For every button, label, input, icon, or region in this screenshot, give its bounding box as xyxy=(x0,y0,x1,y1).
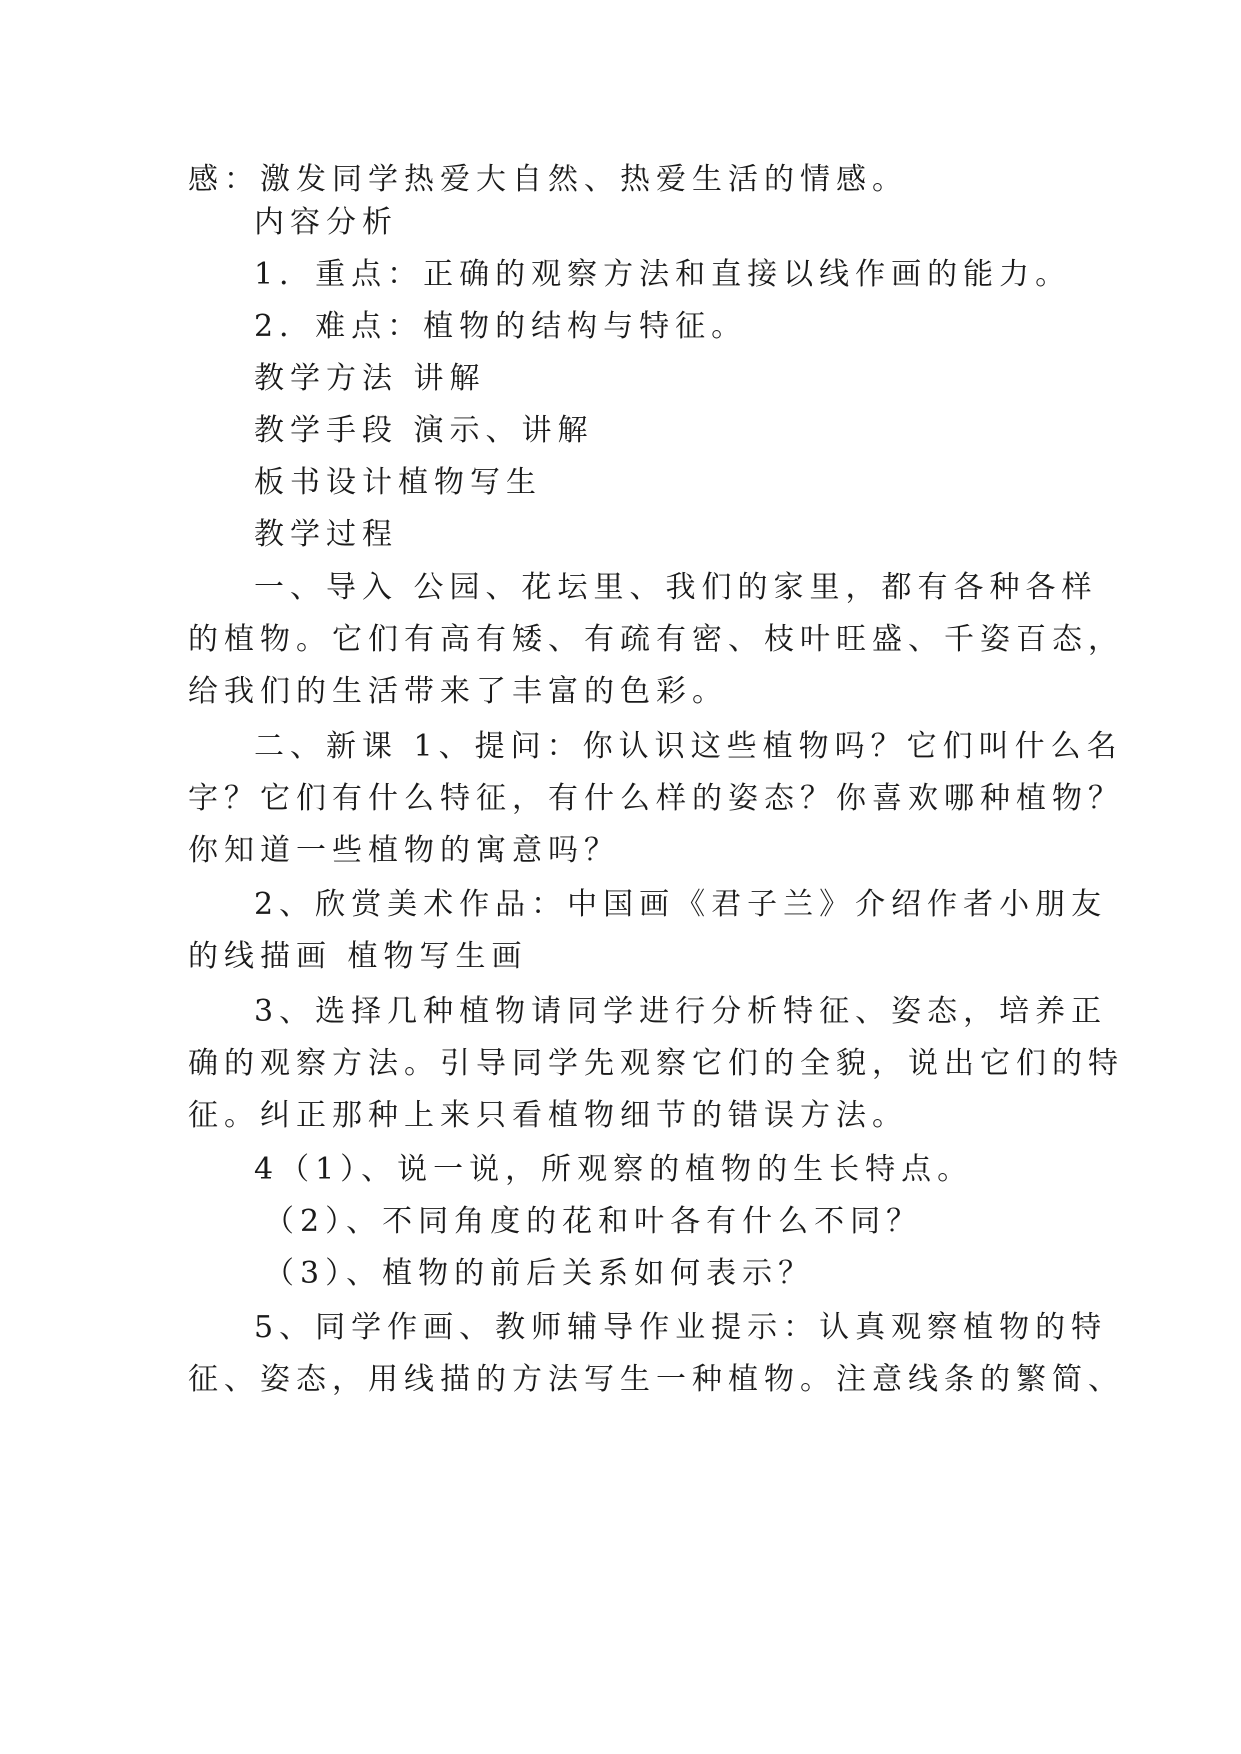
paragraph-line: 二、新课 1、提问：你认识这些植物吗？它们叫什么名 xyxy=(254,729,1123,764)
paragraph-line: 5、同学作画、教师辅导作业提示：认真观察植物的特 xyxy=(254,1310,1108,1345)
paragraph-line: 2、欣赏美术作品：中国画《君子兰》介绍作者小朋友 xyxy=(254,887,1108,922)
paragraph-line: 字？它们有什么特征，有什么样的姿态？你喜欢哪种植物？ xyxy=(188,781,1124,816)
section-heading: 内容分析 xyxy=(254,205,398,240)
paragraph-line: 你知道一些植物的寓意吗？ xyxy=(188,833,620,868)
paragraph-line: 的植物。它们有高有矮、有疏有密、枝叶旺盛、千姿百态， xyxy=(188,622,1124,657)
paragraph-line: 感：激发同学热爱大自然、热爱生活的情感。 xyxy=(188,162,908,197)
paragraph-line: 1．重点：正确的观察方法和直接以线作画的能力。 xyxy=(254,257,1072,292)
paragraph-line: 的线描画 植物写生画 xyxy=(188,939,528,974)
paragraph-line: 4（1）、说一说，所观察的植物的生长特点。 xyxy=(254,1152,974,1187)
paragraph-line: 3、选择几种植物请同学进行分析特征、姿态，培养正 xyxy=(254,994,1108,1029)
paragraph-line: （2）、不同角度的花和叶各有什么不同？ xyxy=(264,1204,923,1239)
paragraph-line: 征。纠正那种上来只看植物细节的错误方法。 xyxy=(188,1098,908,1133)
paragraph-line: 一、导入 公园、花坛里、我们的家里，都有各种各样 xyxy=(254,570,1098,605)
paragraph-line: 教学手段 演示、讲解 xyxy=(254,413,594,448)
paragraph-line: 确的观察方法。引导同学先观察它们的全貌，说出它们的特 xyxy=(188,1046,1124,1081)
paragraph-line: 板书设计植物写生 xyxy=(254,465,542,500)
paragraph-line: 教学方法 讲解 xyxy=(254,361,486,396)
section-heading: 教学过程 xyxy=(254,517,398,552)
paragraph-line: （3）、植物的前后关系如何表示？ xyxy=(264,1256,815,1291)
paragraph-line: 征、姿态，用线描的方法写生一种植物。注意线条的繁简、 xyxy=(188,1362,1124,1397)
paragraph-line: 给我们的生活带来了丰富的色彩。 xyxy=(188,674,728,709)
paragraph-line: 2．难点：植物的结构与特征。 xyxy=(254,309,748,344)
